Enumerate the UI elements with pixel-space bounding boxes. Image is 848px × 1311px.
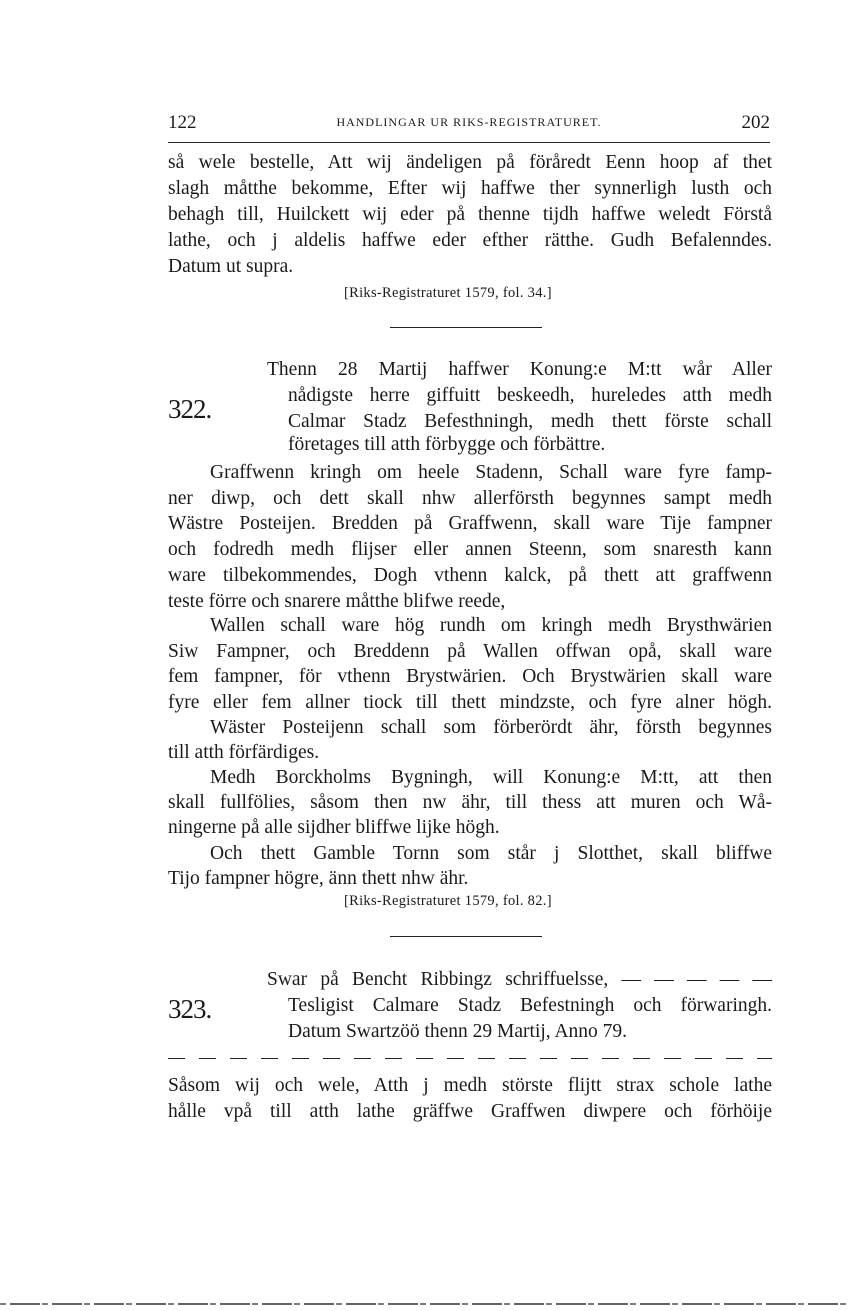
document-number-322: 322.	[168, 394, 212, 424]
heading-line: Thenn 28 Martij haffwer Konung:e M:tt wår Aller	[267, 359, 772, 380]
text-line: behagh till, Huilckett wij eder på thenne tijdh haffwe weledt Förstå	[168, 204, 772, 225]
heading-line: Swar på Bencht Ribbingz schriffuelsse, — — — — —	[267, 969, 772, 990]
text-line: Wäster Posteijenn schall som förberördt ähr, försth begynnes	[210, 717, 772, 738]
document-number-323: 323.	[168, 994, 212, 1024]
document-number: 202	[741, 112, 770, 133]
citation: [Riks-Registraturet 1579, fol. 34.]	[344, 285, 552, 301]
text-line: så wele bestelle, Att wij ändeligen på föråredt Eenn hoop af thet	[168, 152, 772, 173]
text-line: Wästre Posteijen. Bredden på Graffwenn, skall ware Tije fampner	[168, 513, 772, 534]
section-divider	[390, 936, 542, 937]
text-line: Datum ut supra.	[168, 256, 294, 277]
text-line: Medh Borckholms Bygningh, will Konung:e M:tt, att then	[210, 767, 772, 788]
heading-line: företages till atth förbygge och förbättre.	[288, 434, 606, 455]
running-title: HANDLINGAR UR RIKS-REGISTRATURET.	[336, 115, 602, 129]
text-line: ningerne på alle sijdher bliffwe lijke högh.	[168, 817, 500, 838]
text-line: Siw Fampner, och Breddenn på Wallen offwan opå, skall ware	[168, 641, 772, 662]
text-line: teste förre och snarere måtthe blifwe reede,	[168, 591, 506, 612]
text-line: fyre eller fem allner tiock till thett mindzste, och fyre alner högh.	[168, 692, 772, 713]
page-number: 122	[168, 112, 197, 133]
text-line: ner diwp, och dett skall nhw allerförsth begynnes sampt medh	[168, 488, 772, 509]
text-line: Såsom wij och wele, Atth j medh störste flijtt strax schole lathe	[168, 1075, 772, 1096]
text-line: Och thett Gamble Tornn som står j Slotthet, skall bliffwe	[210, 843, 772, 864]
heading-line: Tesligist Calmare Stadz Befestningh och förwaringh.	[288, 995, 772, 1016]
text-line: och fodredh medh flijser eller annen Steenn, som snaresth kann	[168, 539, 772, 560]
heading-line: nådigste herre giffuitt beskeedh, hureledes atth medh	[288, 385, 772, 406]
heading-line: Calmar Stadz Befesthningh, medh thett förste schall	[288, 411, 772, 432]
dashed-divider	[168, 1058, 772, 1059]
text-line: hålle vpå till atth lathe gräffwe Graffwen diwpere och förhöije	[168, 1101, 772, 1122]
citation: [Riks-Registraturet 1579, fol. 82.]	[344, 893, 552, 909]
text-line: till atth förfärdiges.	[168, 742, 320, 763]
heading-line: Datum Swartzöö thenn 29 Martij, Anno 79.	[288, 1021, 628, 1042]
scan-edge	[0, 1303, 848, 1305]
section-divider	[390, 327, 542, 328]
text-line: fem fampner, för vthenn Brystwärien. Och Brystwärien skall ware	[168, 666, 772, 687]
text-line: Tijo fampner högre, änn thett nhw ähr.	[168, 868, 469, 889]
text-line: slagh måtthe bekomme, Efter wij haffwe ther synnerligh lusth och	[168, 178, 772, 199]
text-line: skall fullfölies, såsom then nw ähr, till thess att muren och Wå-	[168, 792, 772, 813]
text-line: Wallen schall ware hög rundh om kringh medh Brysthwärien	[210, 615, 772, 636]
text-line: Graffwenn kringh om heele Stadenn, Schall ware fyre famp-	[210, 462, 772, 483]
page-header	[168, 112, 770, 143]
text-line: ware tilbekommendes, Dogh vthenn kalck, på thett att graffwenn	[168, 565, 772, 586]
text-line: lathe, och j aldelis haffwe eder efther rätthe. Gudh Befalenndes.	[168, 230, 772, 251]
